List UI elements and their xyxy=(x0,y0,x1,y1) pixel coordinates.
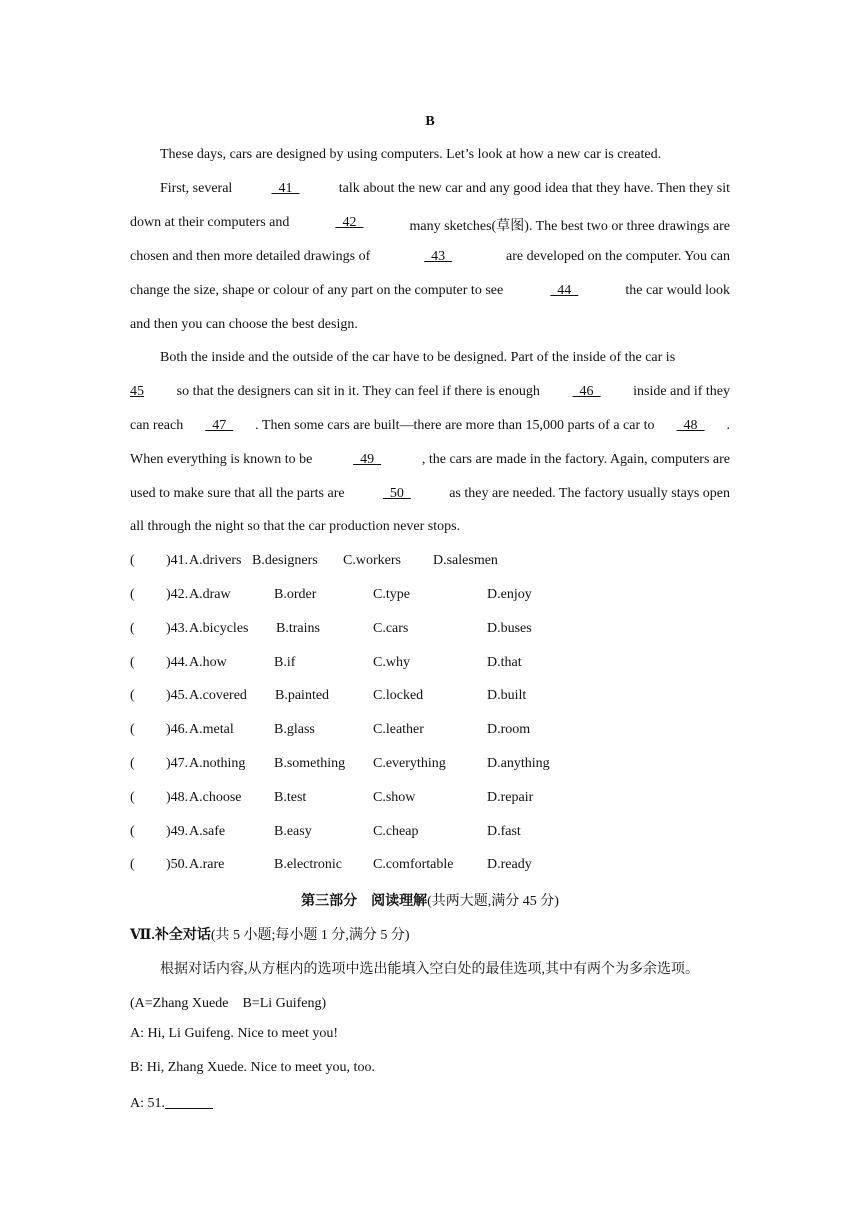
option-c: C.comfortable xyxy=(373,857,454,872)
blank-49: 49 xyxy=(353,452,382,467)
option-a: A.draw xyxy=(189,587,231,602)
option-d: D.built xyxy=(487,688,527,703)
passage-line-3: down at their computers and 42 many sketches(草图). The best two or three drawings are xyxy=(130,215,730,234)
passage-line-9: can reach 47 . Then some cars are built—there are more than 15,000 parts of a car to 48 . xyxy=(130,418,730,433)
passage-line-12: all through the night so that the car production never stops. xyxy=(130,519,461,534)
option-a: A.drivers xyxy=(189,553,242,568)
answer-blank-51 xyxy=(165,1094,213,1109)
option-b: B.order xyxy=(274,587,317,602)
option-d: D.enjoy xyxy=(487,587,532,602)
section7-title xyxy=(130,924,410,944)
answer-paren: ( xyxy=(130,621,135,636)
answer-paren: ( xyxy=(130,722,135,737)
passage-line-1: These days, cars are designed by using computers. Let’s look at how a new car is created. xyxy=(160,147,662,162)
option-b: B.test xyxy=(274,790,307,805)
question-number: )46. xyxy=(166,722,189,737)
blank-48: 48 xyxy=(676,418,705,433)
option-d: D.fast xyxy=(487,824,521,839)
option-b: B.something xyxy=(274,756,346,771)
option-d: D.anything xyxy=(487,756,550,771)
question-number: )50. xyxy=(166,857,189,872)
dialogue-roles: (A=Zhang Xuede B=Li Guifeng) xyxy=(130,996,327,1011)
passage-line-4: chosen and then more detailed drawings of 43 are developed on the computer. You can xyxy=(130,249,730,264)
option-d: D.room xyxy=(487,722,531,737)
part3-title-rest: (共两大题,满分 45 分) xyxy=(427,894,559,909)
question-number: )45. xyxy=(166,688,189,703)
passage-line-2: First, several 41 talk about the new car and any good idea that they have. Then they sit xyxy=(160,181,730,196)
option-d: D.ready xyxy=(487,857,532,872)
section7-title-rest: (共 5 小题;每小题 1 分,满分 5 分) xyxy=(210,928,410,943)
option-a: A.nothing xyxy=(189,756,246,771)
blank-41: 41 xyxy=(271,181,300,196)
option-b: B.painted xyxy=(275,688,330,703)
part3-title xyxy=(0,890,860,910)
option-b: B.designers xyxy=(252,553,318,568)
option-a: A.metal xyxy=(189,722,234,737)
section7-title-bold: Ⅶ.补全对话 xyxy=(130,928,211,943)
option-b: B.trains xyxy=(276,621,320,636)
option-a: A.choose xyxy=(189,790,242,805)
answer-paren: ( xyxy=(130,790,135,805)
blank-42: 42 xyxy=(335,215,364,230)
section-heading: B xyxy=(425,114,435,129)
blank-47: 47 xyxy=(205,418,234,433)
option-b: B.electronic xyxy=(274,857,343,872)
answer-paren: ( xyxy=(130,553,135,568)
option-a: A.how xyxy=(189,655,227,670)
blank-45: 45 xyxy=(130,384,144,399)
passage-line-6: and then you can choose the best design. xyxy=(130,317,358,332)
passage-line-7: Both the inside and the outside of the car have to be designed. Part of the inside of the car is xyxy=(160,350,676,365)
option-d: D.repair xyxy=(487,790,534,805)
option-c: C.type xyxy=(373,587,410,602)
option-d: D.buses xyxy=(487,621,532,636)
answer-paren: ( xyxy=(130,756,135,771)
option-d: D.salesmen xyxy=(433,553,498,568)
blank-50: 50 xyxy=(382,486,411,501)
question-number: )48. xyxy=(166,790,189,805)
option-d: D.that xyxy=(487,655,522,670)
question-number: )41. xyxy=(166,553,189,568)
answer-paren: ( xyxy=(130,587,135,602)
answer-paren: ( xyxy=(130,655,135,670)
passage-line-5: change the size, shape or colour of any part on the computer to see 44 the car would look xyxy=(130,283,730,298)
option-c: C.show xyxy=(373,790,416,805)
part3-title-bold: 第三部分 阅读理解 xyxy=(301,894,428,909)
section7-instruction: 根据对话内容,从方框内的选项中选出能填入空白处的最佳选项,其中有两个为多余选项。 xyxy=(160,962,699,977)
blank-43: 43 xyxy=(424,249,453,264)
option-b: B.glass xyxy=(274,722,315,737)
dialogue-line-1: A: Hi, Li Guifeng. Nice to meet you! xyxy=(130,1026,339,1041)
passage-line-10: When everything is known to be 49 , the cars are made in the factory. Again, computers are xyxy=(130,452,730,467)
dialogue-line-2: B: Hi, Zhang Xuede. Nice to meet you, too. xyxy=(130,1060,375,1075)
option-b: B.easy xyxy=(274,824,312,839)
answer-paren: ( xyxy=(130,688,135,703)
option-c: C.why xyxy=(373,655,410,670)
option-a: A.bicycles xyxy=(189,621,249,636)
dialogue-line-3: A: 51. xyxy=(130,1094,213,1112)
option-a: A.rare xyxy=(189,857,225,872)
question-number: )47. xyxy=(166,756,189,771)
question-number: )44. xyxy=(166,655,189,670)
option-c: C.cars xyxy=(373,621,409,636)
option-b: B.if xyxy=(274,655,296,670)
option-c: C.everything xyxy=(373,756,446,771)
question-number: )42. xyxy=(166,587,189,602)
passage-line-8: 45 so that the designers can sit in it. They can feel if there is enough 46 inside and if they xyxy=(130,384,730,399)
question-number: )49. xyxy=(166,824,189,839)
option-c: C.workers xyxy=(343,553,401,568)
answer-paren: ( xyxy=(130,824,135,839)
passage-line-11: used to make sure that all the parts are 50 as they are needed. The factory usually stays open xyxy=(130,486,730,501)
option-c: C.leather xyxy=(373,722,424,737)
question-number: )43. xyxy=(166,621,189,636)
blank-44: 44 xyxy=(550,283,579,298)
answer-paren: ( xyxy=(130,857,135,872)
option-c: C.locked xyxy=(373,688,424,703)
blank-46: 46 xyxy=(572,384,601,399)
option-a: A.safe xyxy=(189,824,226,839)
option-a: A.covered xyxy=(189,688,247,703)
option-c: C.cheap xyxy=(373,824,419,839)
